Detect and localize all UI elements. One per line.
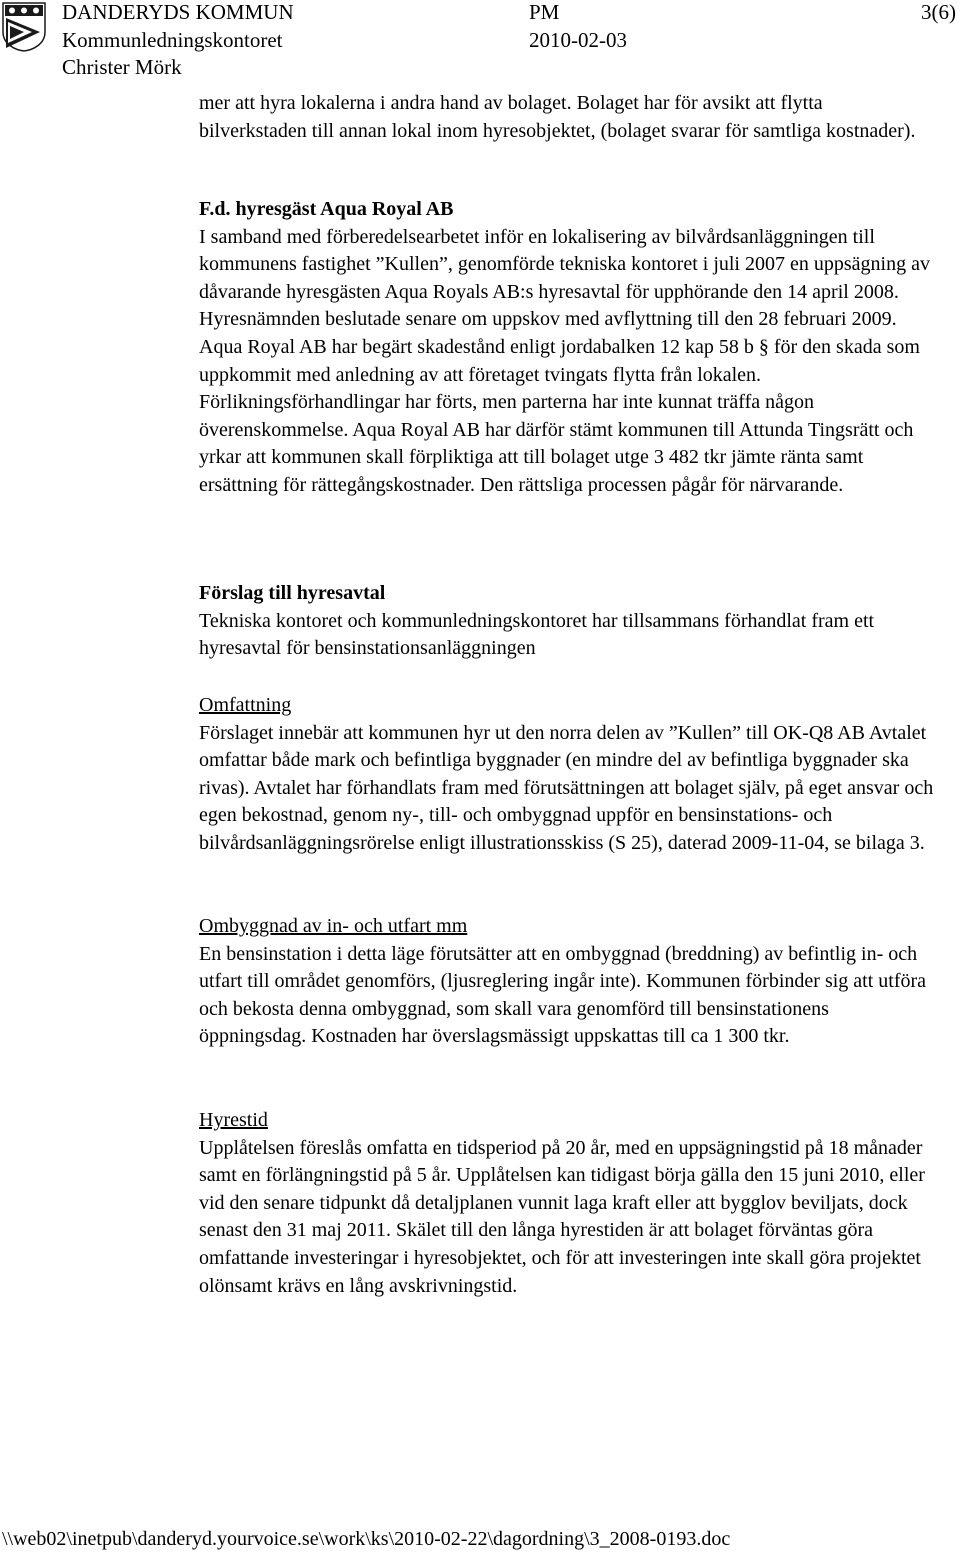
header-page-number: 3(6) bbox=[921, 0, 956, 24]
section-heading: F.d. hyresgäst Aqua Royal AB bbox=[199, 198, 454, 220]
section-heading: Ombyggnad av in- och utfart mm bbox=[199, 915, 468, 937]
section-lease-term bbox=[199, 1107, 934, 1300]
header-date: 2010-02-03 bbox=[529, 28, 627, 52]
section-scope bbox=[199, 692, 934, 858]
header-department: Kommunledningskontoret bbox=[62, 28, 283, 52]
municipal-crest-icon bbox=[2, 2, 46, 52]
section-text: I samband med förberedelsearbetet inför en lokalisering av bilvårdsanläggningen till kommunens fastighet ”Kullen”, genomförde tekniska kontoret i juli 2007 en uppsägning av dåvarande hyresgästen Aqua Royals AB:s hyresavtal för upphörande den 14 april 2008. Hyresnämnden beslutade senare om uppskov med avflyttning till den 28 februari 2009. Aqua Royal AB har begärt skadestånd enligt jordabalken 12 kap 58 b § för den skada som uppkommit med anledning av att företaget tvingats flytta från lokalen. Förlikningsförhandlingar har förts, men parterna har inte kunnat träffa någon överenskommelse. Aqua Royal AB har därför stämt kommunen till Attunda Tingsrätt och yrkar att kommunen skall förpliktiga att till bolaget utge 3 482 tkr jämte ränta samt ersättning för rättegångskostnader. Den rättsliga processen pågår för närvarande. bbox=[199, 225, 930, 496]
footer-file-path: \\web02\inetpub\danderyd.yourvoice.se\work\ks\2010-02-22\dagordning\3_2008-0193.doc bbox=[2, 1528, 731, 1550]
intro-text: mer att hyra lokalerna i andra hand av bolaget. Bolaget har för avsikt att flytta bilverkstaden till annan lokal inom hyresobjektet, (bolaget svarar för samtliga kostnader). bbox=[199, 92, 916, 142]
intro-paragraph bbox=[199, 90, 934, 145]
section-text: En bensinstation i detta läge förutsätter att en ombyggnad (breddning) av befintlig in- och utfart till området genomförs, (ljusreglering ingår inte). Kommunen förbinder sig att utföra och bekosta denna ombyggnad, som skall vara genomförd till bensinstationens öppningsdag. Kostnaden har överslagsmässigt uppskattas till ca 1 300 tkr. bbox=[199, 942, 927, 1048]
section-text: Upplåtelsen föreslås omfatta en tidsperiod på 20 år, med en uppsägningstid på 18 månader samt en förlängningstid på 5 år. Upplåtelsen kan tidigast börja gälla den 15 juni 2010, eller vid den senare tidpunkt då detaljplanen vunnit laga kraft eller att bygglov beviljats, dock senast den 31 maj 2011. Skälet till den långa hyrestiden är att bolaget förväntas göra omfattande investeringar i hyresobjektet, och för att investeringen inte skall göra projektet olönsamt krävs en lång avskrivningstid. bbox=[199, 1136, 925, 1297]
section-heading: Förslag till hyresavtal bbox=[199, 582, 386, 604]
header-organization: DANDERYDS KOMMUN bbox=[62, 0, 294, 24]
section-text: Förslaget innebär att kommunen hyr ut den norra delen av ”Kullen” till OK-Q8 AB Avtalet omfattar både mark och befintliga byggnader (en mindre del av befintliga byggnader ska rivas). Avtalet har förhandlats fram med förutsättningen att bolaget själv, på eget ansvar och egen bekostnad, genom ny-, till- och ombyggnad uppför en bensinstations- och bilvårdsanläggningsrörelse enligt illustrationsskiss (S 25), daterad 2009-11-04, se bilaga 3. bbox=[199, 721, 934, 854]
section-entrance-rebuild bbox=[199, 913, 934, 1051]
header-author: Christer Mörk bbox=[62, 55, 182, 79]
header-doc-type: PM bbox=[529, 0, 560, 24]
section-heading: Omfattning bbox=[199, 694, 292, 716]
section-heading: Hyrestid bbox=[199, 1109, 268, 1131]
section-text: Tekniska kontoret och kommunledningskontoret har tillsammans förhandlat fram ett hyresavtal för bensinstationsanläggningen bbox=[199, 609, 875, 660]
section-lease-proposal bbox=[199, 580, 934, 663]
section-former-tenant bbox=[199, 196, 934, 500]
